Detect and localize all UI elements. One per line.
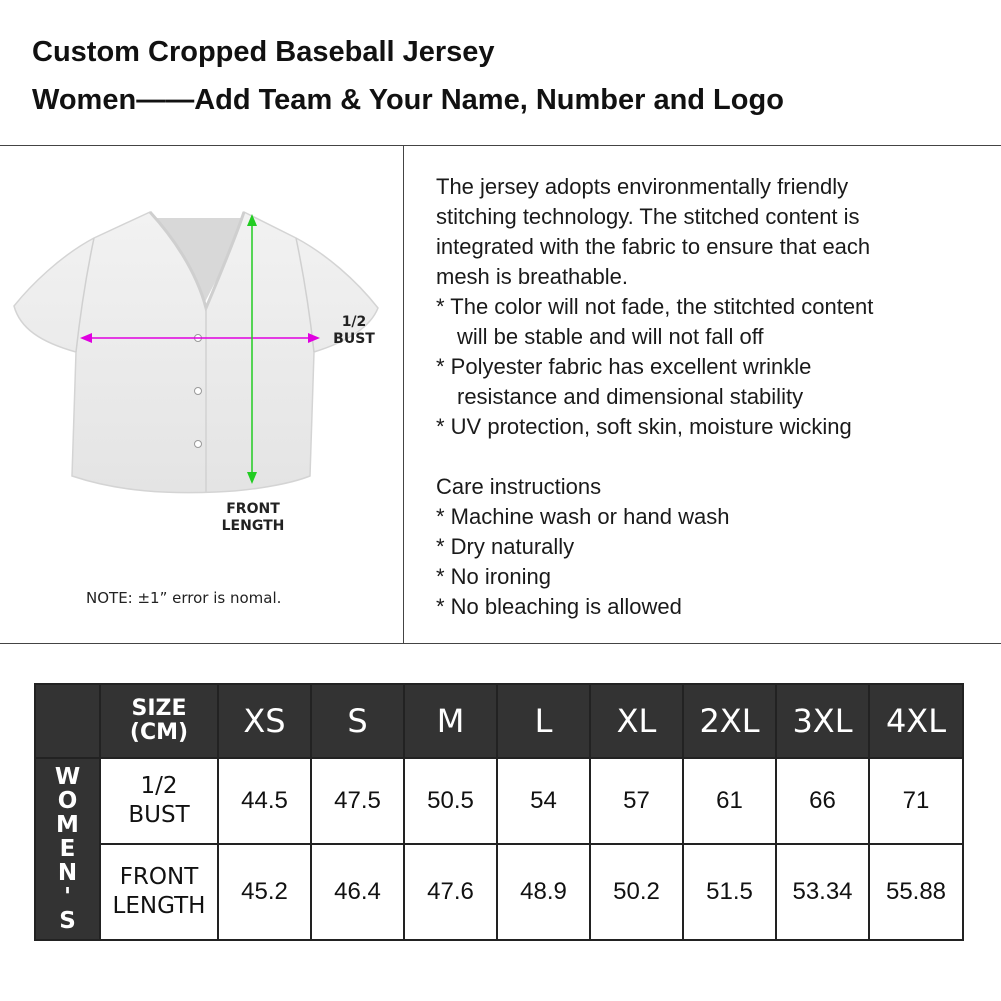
care-title: Care instructions [436, 474, 602, 499]
side-label-letter: M [56, 812, 79, 838]
table-header-row [35, 684, 963, 758]
side-label-letter: ' [63, 884, 72, 910]
size-header-xs: XS [218, 684, 311, 758]
bust-label-line2: BUST [333, 331, 375, 347]
length-value-xl: 50.2 [590, 844, 683, 940]
jersey-button [195, 388, 202, 395]
divider-vertical [403, 145, 404, 644]
size-header-2xl: 2XL [683, 684, 776, 758]
care-item: * No bleaching is allowed [436, 594, 682, 619]
size-header-l: L [497, 684, 590, 758]
length-value-l: 48.9 [497, 844, 590, 940]
bust-value-m: 50.5 [404, 758, 497, 844]
feature-item-continued: will be stable and will not fall off [457, 324, 764, 349]
bust-value-xl: 57 [590, 758, 683, 844]
description-line: integrated with the fabric to ensure that each [436, 234, 871, 259]
bust-value-4xl: 71 [869, 758, 963, 844]
side-label-letter: W [54, 764, 81, 790]
title-block [32, 28, 784, 124]
size-header-xl: XL [590, 684, 683, 758]
row-label-bust-line1: 1/2 [140, 773, 178, 799]
length-value-3xl: 53.34 [776, 844, 869, 940]
row-label-front-line1: FRONT [119, 864, 199, 890]
row-label-front-length [100, 844, 218, 940]
front-length-label [205, 501, 301, 535]
bust-label [322, 314, 386, 348]
product-description [436, 172, 996, 622]
side-label-letter: N [57, 860, 78, 886]
size-chart-table [34, 683, 964, 941]
size-header-m: M [404, 684, 497, 758]
length-value-2xl: 51.5 [683, 844, 776, 940]
jersey-button [195, 441, 202, 448]
length-value-s: 46.4 [311, 844, 404, 940]
bust-value-3xl: 66 [776, 758, 869, 844]
front-length-label-line1: FRONT [226, 501, 280, 517]
page-title: Custom Cropped Baseball Jersey [32, 36, 495, 68]
table-row-front-length [35, 844, 963, 940]
jersey-illustration [0, 146, 403, 643]
size-header-s: S [311, 684, 404, 758]
bust-label-line1: 1/2 [341, 314, 367, 330]
length-value-m: 47.6 [404, 844, 497, 940]
side-label-letter: O [57, 788, 78, 814]
size-header-line1: SIZE [131, 696, 187, 721]
bust-value-l: 54 [497, 758, 590, 844]
womens-side-label [35, 758, 100, 940]
bust-value-2xl: 61 [683, 758, 776, 844]
side-label-letter: S [59, 908, 76, 934]
table-row-bust [35, 758, 963, 844]
row-label-front-line2: LENGTH [112, 893, 206, 919]
side-label-letter: E [59, 836, 76, 862]
divider-bottom [0, 643, 1001, 644]
feature-item: * The color will not fade, the stitchted content [436, 294, 874, 319]
bust-value-s: 47.5 [311, 758, 404, 844]
tolerance-note: NOTE: ±1” error is nomal. [86, 589, 282, 607]
length-value-4xl: 55.88 [869, 844, 963, 940]
row-label-bust [100, 758, 218, 844]
table-corner-cell [35, 684, 100, 758]
bust-value-xs: 44.5 [218, 758, 311, 844]
length-value-xs: 45.2 [218, 844, 311, 940]
front-length-label-line2: LENGTH [221, 518, 285, 534]
feature-item-continued: resistance and dimensional stability [457, 384, 804, 409]
description-line: The jersey adopts environmentally friendly [436, 174, 849, 199]
spacer [436, 442, 996, 472]
care-item: * Dry naturally [436, 534, 575, 559]
row-label-bust-line2: BUST [128, 802, 190, 828]
care-item: * Machine wash or hand wash [436, 504, 730, 529]
size-header-3xl: 3XL [776, 684, 869, 758]
size-unit-header [100, 684, 218, 758]
jersey-diagram [0, 146, 403, 643]
description-line: stitching technology. The stitched content is [436, 204, 860, 229]
feature-item: * UV protection, soft skin, moisture wicking [436, 414, 852, 439]
size-header-4xl: 4XL [869, 684, 963, 758]
description-line: mesh is breathable. [436, 264, 628, 289]
page-subtitle: Women——Add Team & Your Name, Number and Logo [32, 84, 784, 116]
care-item: * No ironing [436, 564, 551, 589]
feature-item: * Polyester fabric has excellent wrinkle [436, 354, 812, 379]
size-header-line2: (CM) [129, 720, 189, 745]
